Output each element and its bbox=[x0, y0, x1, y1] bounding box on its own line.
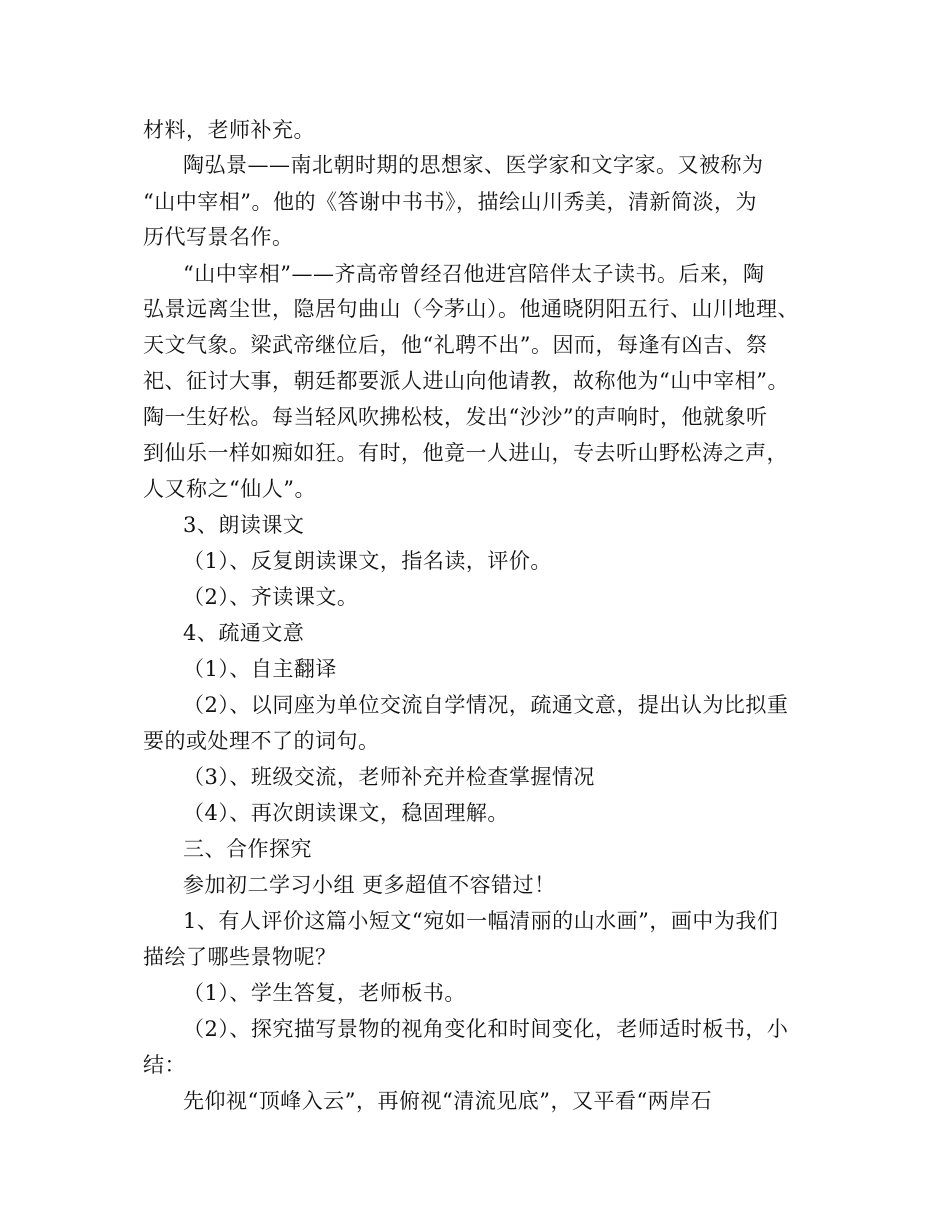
text-line: 祀、征讨大事，朝廷都要派人进山向他请教，故称他为“山中宰相”。 bbox=[143, 369, 789, 393]
text-line: （1）、反复朗读课文，指名读，评价。 bbox=[183, 549, 552, 573]
text-line: “山中宰相”。他的《答谢中书书》，描绘山川秀美，清新简淡，为 bbox=[143, 190, 757, 214]
text-line: （3）、班级交流，老师补充并检查掌握情况 bbox=[183, 765, 595, 789]
text-line: （2）、探究描写景物的视角变化和时间变化，老师适时板书，小 bbox=[183, 1017, 789, 1041]
text-line: 要的或处理不了的词句。 bbox=[143, 729, 380, 753]
text-line: 陶弘景——南北朝时期的思想家、医学家和文字家。又被称为 bbox=[183, 153, 764, 177]
text-line: （2）、齐读课文。 bbox=[183, 585, 359, 609]
text-line: （1）、自主翻译 bbox=[183, 657, 337, 681]
text-line: 弘景远离尘世，隐居句曲山（今茅山）。他通晓阴阳五行、山川地理、 bbox=[143, 297, 799, 321]
text-line: 结： bbox=[143, 1053, 186, 1077]
text-line: 陶一生好松。每当轻风吹拂松枝，发出“沙沙”的声响时，他就象听 bbox=[143, 405, 768, 429]
section-heading: 4、疏通文意 bbox=[183, 621, 305, 645]
text-line: 人又称之“仙人”。 bbox=[143, 477, 316, 501]
text-line: 到仙乐一样如痴如狂。有时，他竟一人进山，专去听山野松涛之声， bbox=[143, 441, 788, 465]
text-line: 先仰视“顶峰入云”，再俯视“清流见底”，又平看“两岸石 bbox=[183, 1089, 713, 1113]
text-line: 历代写景名作。 bbox=[143, 225, 294, 249]
text-line: （2）、以同座为单位交流自学情况，疏通文意，提出认为比拟重 bbox=[183, 693, 789, 717]
text-line: 1、有人评价这篇小短文“宛如一幅清丽的山水画”，画中为我们 bbox=[183, 909, 779, 933]
section-heading: 三、合作探究 bbox=[183, 837, 312, 861]
text-line: 天文气象。梁武帝继位后，他“礼聘不出”。因而，每逢有凶吉、祭 bbox=[143, 333, 768, 357]
text-line: “山中宰相”——齐高帝曾经召他进宫陪伴太子读书。后来，陶 bbox=[183, 262, 765, 286]
section-heading: 3、朗读课文 bbox=[183, 513, 305, 537]
text-line: （4）、再次朗读课文，稳固理解。 bbox=[183, 801, 509, 825]
text-line: 材料，老师补充。 bbox=[143, 118, 315, 142]
text-line: 描绘了哪些景物呢？ bbox=[143, 945, 337, 969]
promo-text: 参加初二学习小组 更多超值不容错过！ bbox=[183, 873, 556, 897]
text-line: （1）、学生答复，老师板书。 bbox=[183, 981, 466, 1005]
